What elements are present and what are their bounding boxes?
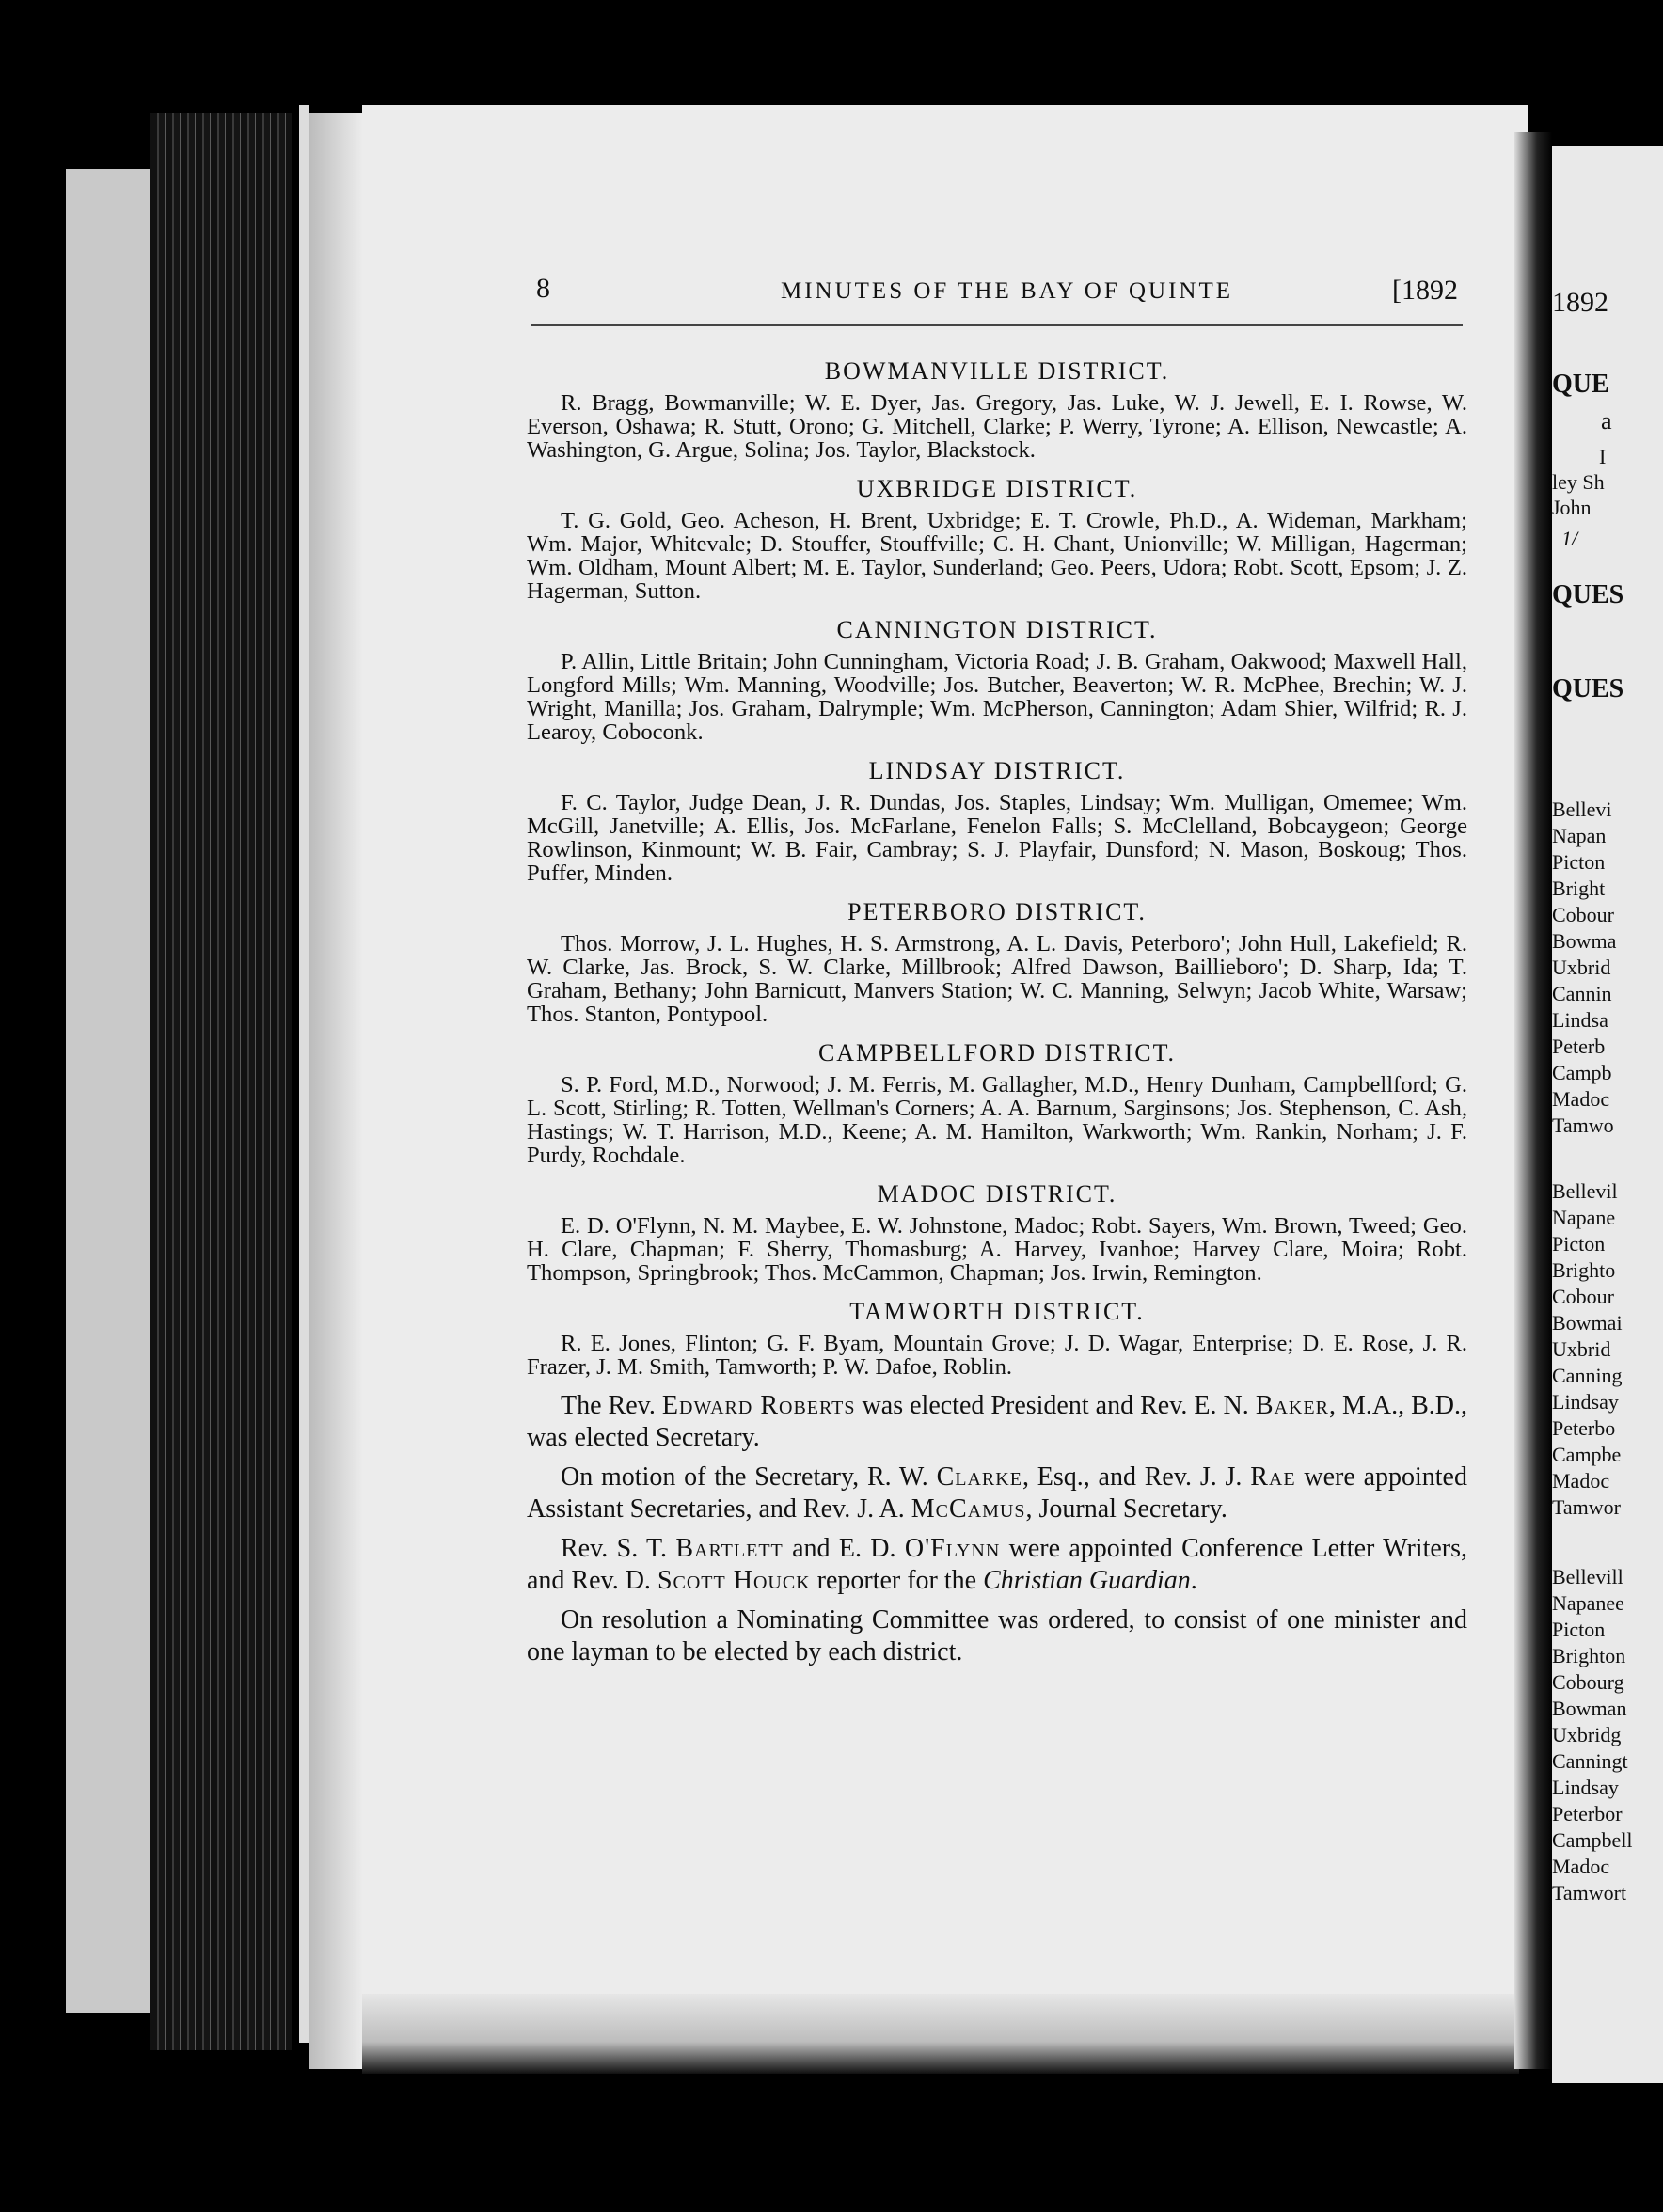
facing-list-item: Bellevill (1552, 1565, 1623, 1588)
facing-list-item: Brighton (1552, 1644, 1626, 1667)
district-section (527, 1037, 1467, 1167)
book-page-edges (150, 113, 292, 2050)
district-section (527, 896, 1467, 1026)
facing-list-item: Napanee (1552, 1591, 1624, 1615)
text-run: reporter for the (816, 1566, 977, 1595)
facing-list-item: Picton (1552, 1232, 1606, 1256)
district-members: R. Bragg, Bowmanville; W. E. Dyer, Jas. Gregory, Jas. Luke, W. J. Jewell, E. I. Rowse, W. Everson, Oshawa; R. Stutt, Orono; G. Mitchell, Clarke; P. Werry, Tyrone; A. Ellison, Newcastle; A. Washington, G. Argue, Solina; Jos. Taylor, Blackstock. (527, 390, 1467, 463)
district-members: E. D. O'Flynn, N. M. Maybee, E. W. Johnstone, Madoc; Robt. Sayers, Wm. Brown, Tweed; Geo. H. Clare, Chapman; F. Sherry, Thomasburg; A. Harvey, Ivanhoe; Harvey Clare, Moira; Robt. Thompson, Springbrook; Thos. McCammon, Chapman; Jos. Irwin, Remington. (527, 1213, 1467, 1286)
page-body (527, 356, 1467, 1676)
facing-list-item: Cannin (1552, 982, 1612, 1005)
facing-list-item: Campbell (1552, 1828, 1633, 1852)
facing-list-item: Canning (1552, 1364, 1623, 1387)
facing-text-fragment: I (1599, 445, 1607, 468)
facing-text-fragment: 1/ (1561, 527, 1578, 550)
text-run: were appointed Assistant Secretaries, and Rev. J. A. (527, 1462, 1467, 1524)
paragraph-president-election (527, 1390, 1467, 1454)
text-run: , M.A., B.D., was elected Secretary. (527, 1391, 1468, 1452)
facing-text-fragment: a (1601, 407, 1612, 434)
name-secretary: Baker (1255, 1391, 1329, 1420)
page-number: 8 (536, 273, 550, 304)
facing-district-list (1552, 1178, 1623, 1521)
page-gutter-shadow (309, 113, 365, 2069)
facing-list-item: Picton (1552, 1618, 1606, 1641)
facing-question-heading: QUES (1552, 674, 1624, 703)
name-president: Edward Roberts (661, 1391, 856, 1420)
district-heading: TAMWORTH DISTRICT. (849, 1298, 1145, 1325)
text-run: On motion of the Secretary, R. W. (561, 1462, 928, 1492)
facing-list-item: Cobour (1552, 1285, 1614, 1308)
running-title: MINUTES OF THE BAY OF QUINTE (781, 278, 1234, 304)
district-members: T. G. Gold, Geo. Acheson, H. Brent, Uxbridge; E. T. Crowle, Ph.D., A. Wideman, Markham; Wm. Major, Whitevale; D. Stouffer, Stouffville; C. H. Chant, Unionville; W. Milligan, Hagerman; Wm. Oldham, Mount Albert; M. E. Taylor, Sunderland; Geo. Peers, Udora; Robt. Scott, Epsom; J. Z. Hagerman, Sutton. (527, 508, 1467, 604)
facing-list-item: Peterbor (1552, 1802, 1623, 1825)
page-edge-highlight (299, 105, 309, 2043)
facing-list-item: Campb (1552, 1061, 1612, 1084)
paragraph-nominating-committee: On resolution a Nominating Committee was ordered, to consist of one minister and one layman to be elected by each district. (527, 1605, 1467, 1667)
page-header (536, 273, 1477, 310)
facing-list-item: Peterb (1552, 1035, 1606, 1058)
facing-district-list (1552, 1564, 1633, 1906)
text-run: Rev. S. T. (561, 1534, 668, 1563)
header-year: [1892 (1392, 275, 1458, 306)
district-members: Thos. Morrow, J. L. Hughes, H. S. Armstrong, A. L. Davis, Peterboro'; John Hull, Lakefield; R. W. Clarke, Jas. Brock, S. W. Clarke, Millbrook; Alfred Dawson, Baillieboro'; D. Sharp, Ida; T. Graham, Bethany; John Barnicutt, Manvers Station; W. C. Manning, Selwyn; Jacob White, Warsaw; Thos. Stanton, Pontypool. (527, 931, 1467, 1027)
facing-list-item: Napane (1552, 1206, 1616, 1229)
publication-name: Christian Guardian (983, 1566, 1191, 1595)
facing-list-item: Lindsay (1552, 1390, 1619, 1414)
facing-question-heading: QUE (1552, 370, 1609, 399)
district-section (527, 614, 1467, 744)
paragraph-assistant-secretaries (527, 1462, 1467, 1525)
text-run: The Rev. (561, 1391, 656, 1420)
facing-district-list (1552, 797, 1616, 1139)
text-run: , Journal Secretary. (1025, 1494, 1227, 1524)
facing-list-item: Bowma (1552, 929, 1617, 953)
district-heading: BOWMANVILLE DISTRICT. (824, 357, 1170, 385)
text-run: was elected President and Rev. E. N. (862, 1391, 1249, 1420)
name-mccamus: McCamus (911, 1494, 1026, 1524)
header-rule (531, 324, 1463, 326)
district-heading: MADOC DISTRICT. (877, 1180, 1117, 1208)
district-heading: PETERBORO DISTRICT. (847, 898, 1147, 925)
facing-list-item: Cobourg (1552, 1670, 1624, 1694)
district-heading: LINDSAY DISTRICT. (868, 757, 1126, 784)
facing-list-item: Madoc (1552, 1087, 1610, 1111)
district-members: F. C. Taylor, Judge Dean, J. R. Dundas, Jos. Staples, Lindsay; Wm. Mulligan, Omemee; Wm. McGill, Janetville; A. Ellis, Jos. McFarlane, Fenelon Falls; S. McClelland, Bobcaygeon; George Rowlinson, Kinmount; W. B. Fair, Cambray; S. J. Playfair, Dunsford; N. Mason, Boskoug; Thos. Puffer, Minden. (527, 790, 1467, 886)
district-members: S. P. Ford, M.D., Norwood; J. M. Ferris, M. Gallagher, M.D., Henry Dunham, Campbellford; G. L. Scott, Stirling; R. Totten, Wellman's Corners; A. A. Barnum, Sarginsons; Jos. Stephenson, C. Ash, Hastings; W. T. Harrison, M.D., Keene; A. M. Hamilton, Warkworth; Wm. Rankin, Norham; J. F. Purdy, Rochdale. (527, 1072, 1467, 1168)
facing-list-item: Bowman (1552, 1697, 1627, 1720)
facing-list-item: Lindsay (1552, 1776, 1619, 1799)
facing-list-item: Tamwort (1552, 1881, 1627, 1904)
facing-list-item: Uxbrid (1552, 956, 1611, 979)
page-bottom-edge (362, 1994, 1519, 2074)
facing-text-fragment: John (1552, 496, 1592, 519)
facing-list-item: Canningt (1552, 1749, 1628, 1773)
facing-list-item: Madoc (1552, 1469, 1610, 1493)
district-section (527, 473, 1467, 603)
facing-list-item: Uxbrid (1552, 1337, 1611, 1361)
name-clarke: Clarke (936, 1462, 1022, 1492)
facing-list-item: Tamwor (1552, 1495, 1621, 1519)
district-section (527, 1296, 1467, 1379)
facing-list-item: Brighto (1552, 1258, 1616, 1282)
facing-text-fragment: ley Sh (1552, 470, 1605, 494)
district-heading: UXBRIDGE DISTRICT. (856, 475, 1138, 502)
facing-page-fragment (1552, 146, 1663, 2083)
facing-list-item: Bellevil (1552, 1179, 1618, 1203)
facing-list-item: Bellevi (1552, 798, 1612, 821)
facing-list-item: Campbe (1552, 1443, 1622, 1466)
facing-page-year: 1892 (1552, 287, 1608, 318)
name-bartlett: Bartlett (675, 1534, 784, 1563)
facing-list-item: Cobour (1552, 903, 1614, 926)
name-houck: Scott Houck (657, 1566, 811, 1595)
text-run: were appointed Conference Letter Writers, and Rev. D. (527, 1534, 1467, 1595)
district-section (527, 755, 1467, 885)
district-members: P. Allin, Little Britain; John Cunningham, Victoria Road; J. B. Graham, Oakwood; Maxwell Hall, Longford Mills; Wm. Manning, Woodville; Jos. Butcher, Beaverton; W. R. McPhee, Brechin; W. J. Wright, Manilla; Jos. Graham, Dalrymple; Wm. McPherson, Cannington; Adam Shier, Wilfrid; R. J. Learoy, Coboconk. (527, 649, 1467, 745)
district-members: R. E. Jones, Flinton; G. F. Byam, Mountain Grove; J. D. Wagar, Enterprise; D. E. Rose, J. R. Frazer, J. M. Smith, Tamworth; P. W. Dafoe, Roblin. (527, 1331, 1467, 1380)
text-run: , Esq., and Rev. J. J. (1022, 1462, 1243, 1492)
facing-list-item: Picton (1552, 850, 1606, 874)
facing-list-item: Lindsa (1552, 1008, 1608, 1032)
text-run: and E. D. (792, 1534, 896, 1563)
facing-list-item: Bright (1552, 877, 1606, 900)
name-oflynn: O'Flynn (904, 1534, 1001, 1563)
facing-list-item: Uxbridg (1552, 1723, 1622, 1746)
text-run: . (1190, 1566, 1197, 1595)
facing-list-item: Tamwo (1552, 1114, 1614, 1137)
district-heading: CANNINGTON DISTRICT. (836, 616, 1158, 643)
facing-list-item: Bowmai (1552, 1311, 1623, 1335)
district-section (527, 356, 1467, 462)
district-heading: CAMPBELLFORD DISTRICT. (817, 1039, 1177, 1066)
district-section (527, 1178, 1467, 1285)
facing-list-item: Peterbo (1552, 1416, 1616, 1440)
name-rae: Rae (1250, 1462, 1296, 1492)
facing-question-heading: QUES (1552, 580, 1624, 609)
facing-list-item: Napan (1552, 824, 1607, 847)
paragraph-letter-writers (527, 1533, 1467, 1597)
facing-list-item: Madoc (1552, 1855, 1610, 1878)
book-spine-gutter (1514, 132, 1552, 2069)
